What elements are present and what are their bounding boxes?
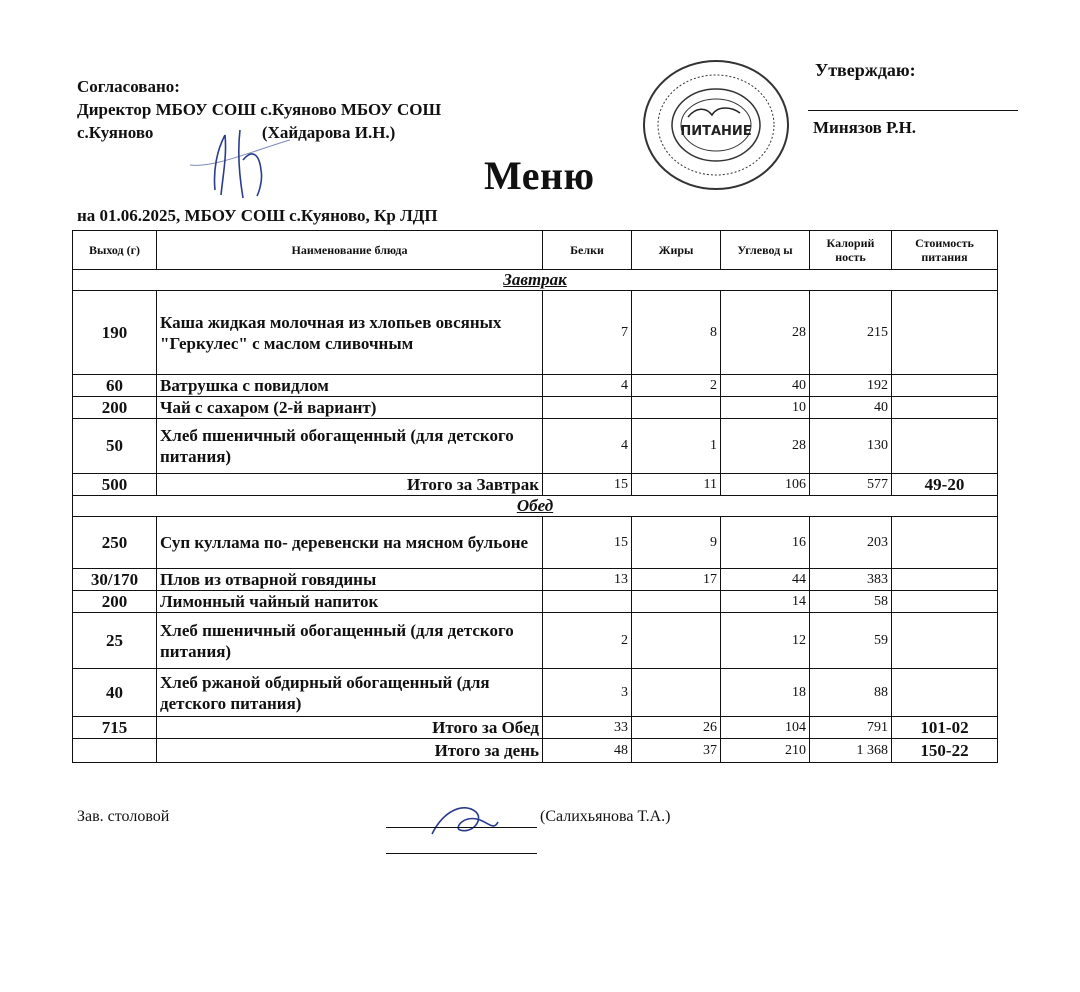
cell-dish-name: Суп куллама по- деревенски на мясном бульоне [157, 517, 543, 569]
table-row [73, 291, 998, 375]
cell-total-label: Итого за день [157, 739, 543, 763]
cell-carbs: 14 [721, 591, 810, 613]
cell-protein: 15 [543, 474, 632, 496]
cell-carbs: 44 [721, 569, 810, 591]
cell-fat [632, 613, 721, 669]
cell-output: 40 [73, 669, 157, 717]
cell-cost: 101-02 [892, 717, 998, 739]
total-row-breakfast [73, 474, 998, 496]
cell-dish-name: Хлеб ржаной обдирный обогащенный (для детского питания) [157, 669, 543, 717]
cell-calories: 215 [810, 291, 892, 375]
cell-calories: 577 [810, 474, 892, 496]
cell-calories: 1 368 [810, 739, 892, 763]
table-row [73, 517, 998, 569]
page-subtitle: на 01.06.2025, МБОУ СОШ с.Куяново, Кр ЛДП [77, 206, 438, 225]
approve-name: Минязов Р.Н. [813, 118, 917, 137]
agreed-place: с.Куяново [77, 123, 154, 142]
cell-cost [892, 419, 998, 474]
table-header-row [73, 231, 998, 270]
cell-cost [892, 291, 998, 375]
cell-carbs: 12 [721, 613, 810, 669]
cell-protein [543, 397, 632, 419]
section-row-lunch [73, 496, 998, 517]
cell-cost [892, 375, 998, 397]
cell-cost [892, 397, 998, 419]
footer-signature-line [386, 827, 537, 828]
section-title: Обед [73, 496, 998, 517]
col-header-output: Выход (г) [73, 231, 157, 270]
cell-dish-name: Каша жидкая молочная из хлопьев овсяных "Геркулес" с маслом сливочным [157, 291, 543, 375]
cell-fat: 2 [632, 375, 721, 397]
cell-cost: 49-20 [892, 474, 998, 496]
cell-calories: 59 [810, 613, 892, 669]
cell-calories: 130 [810, 419, 892, 474]
cell-protein: 3 [543, 669, 632, 717]
cell-dish-name: Чай с сахаром (2-й вариант) [157, 397, 543, 419]
cell-protein: 33 [543, 717, 632, 739]
section-title: Завтрак [73, 270, 998, 291]
table-row [73, 419, 998, 474]
cell-output: 200 [73, 591, 157, 613]
footer-name: (Салихьянова Т.А.) [540, 808, 671, 825]
cell-output: 250 [73, 517, 157, 569]
cell-fat: 26 [632, 717, 721, 739]
cell-output: 30/170 [73, 569, 157, 591]
cell-calories: 88 [810, 669, 892, 717]
cell-output: 715 [73, 717, 157, 739]
cell-protein: 4 [543, 419, 632, 474]
col-header-name: Наименование блюда [157, 231, 543, 270]
cell-fat: 9 [632, 517, 721, 569]
cell-protein: 4 [543, 375, 632, 397]
col-header-carbs: Углевод ы [721, 231, 810, 270]
cell-carbs: 40 [721, 375, 810, 397]
col-header-protein: Белки [543, 231, 632, 270]
cell-output: 500 [73, 474, 157, 496]
agreed-line1: Директор МБОУ СОШ с.Куяново МБОУ СОШ [77, 100, 442, 119]
cell-calories: 203 [810, 517, 892, 569]
cell-fat [632, 591, 721, 613]
cell-carbs: 106 [721, 474, 810, 496]
cell-total-label: Итого за Завтрак [157, 474, 543, 496]
manager-signature-icon [424, 800, 504, 840]
cell-dish-name: Ватрушка с повидлом [157, 375, 543, 397]
total-row-lunch [73, 717, 998, 739]
cell-dish-name: Хлеб пшеничный обогащенный (для детского питания) [157, 419, 543, 474]
cell-protein: 7 [543, 291, 632, 375]
cell-carbs: 104 [721, 717, 810, 739]
col-header-calories: Калорий ность [810, 231, 892, 270]
cell-carbs: 18 [721, 669, 810, 717]
table-row [73, 375, 998, 397]
cell-fat: 37 [632, 739, 721, 763]
col-header-cost: Стоимость питания [892, 231, 998, 270]
approve-title: Утверждаю: [815, 60, 916, 80]
cell-cost [892, 613, 998, 669]
cell-total-label: Итого за Обед [157, 717, 543, 739]
cell-fat [632, 397, 721, 419]
cell-cost [892, 591, 998, 613]
cell-protein: 2 [543, 613, 632, 669]
cell-output: 200 [73, 397, 157, 419]
cell-fat: 17 [632, 569, 721, 591]
section-row-breakfast [73, 270, 998, 291]
cell-dish-name: Хлеб пшеничный обогащенный (для детского питания) [157, 613, 543, 669]
cell-cost [892, 569, 998, 591]
cell-output [73, 739, 157, 763]
cell-dish-name: Лимонный чайный напиток [157, 591, 543, 613]
table-row [73, 397, 998, 419]
table-row [73, 591, 998, 613]
cell-cost [892, 517, 998, 569]
cell-calories: 192 [810, 375, 892, 397]
cell-calories: 383 [810, 569, 892, 591]
cell-output: 190 [73, 291, 157, 375]
col-header-fat: Жиры [632, 231, 721, 270]
cell-fat: 11 [632, 474, 721, 496]
page-title: Меню [484, 153, 595, 198]
cell-cost [892, 669, 998, 717]
footer-extra-line [386, 853, 537, 854]
cell-calories: 40 [810, 397, 892, 419]
cell-fat: 1 [632, 419, 721, 474]
cell-output: 60 [73, 375, 157, 397]
director-signature-icon [185, 110, 295, 205]
cell-dish-name: Плов из отварной говядины [157, 569, 543, 591]
cell-calories: 791 [810, 717, 892, 739]
table-row [73, 613, 998, 669]
organization-stamp-icon [636, 55, 796, 195]
stamp-center-text: ПИТАНИЕ [680, 124, 752, 139]
footer-role: Зав. столовой [77, 808, 170, 825]
cell-protein: 15 [543, 517, 632, 569]
cell-carbs: 10 [721, 397, 810, 419]
cell-output: 25 [73, 613, 157, 669]
cell-fat: 8 [632, 291, 721, 375]
agreed-title: Согласовано: [77, 77, 180, 96]
approve-signature-line [808, 110, 1018, 111]
cell-carbs: 28 [721, 291, 810, 375]
cell-protein: 48 [543, 739, 632, 763]
cell-calories: 58 [810, 591, 892, 613]
total-row-day [73, 739, 998, 763]
cell-carbs: 16 [721, 517, 810, 569]
menu-table [72, 230, 998, 763]
cell-protein: 13 [543, 569, 632, 591]
table-row [73, 569, 998, 591]
cell-carbs: 210 [721, 739, 810, 763]
table-row [73, 669, 998, 717]
cell-cost: 150-22 [892, 739, 998, 763]
cell-fat [632, 669, 721, 717]
cell-carbs: 28 [721, 419, 810, 474]
agreed-name: (Хайдарова И.Н.) [261, 123, 396, 142]
cell-protein [543, 591, 632, 613]
cell-output: 50 [73, 419, 157, 474]
